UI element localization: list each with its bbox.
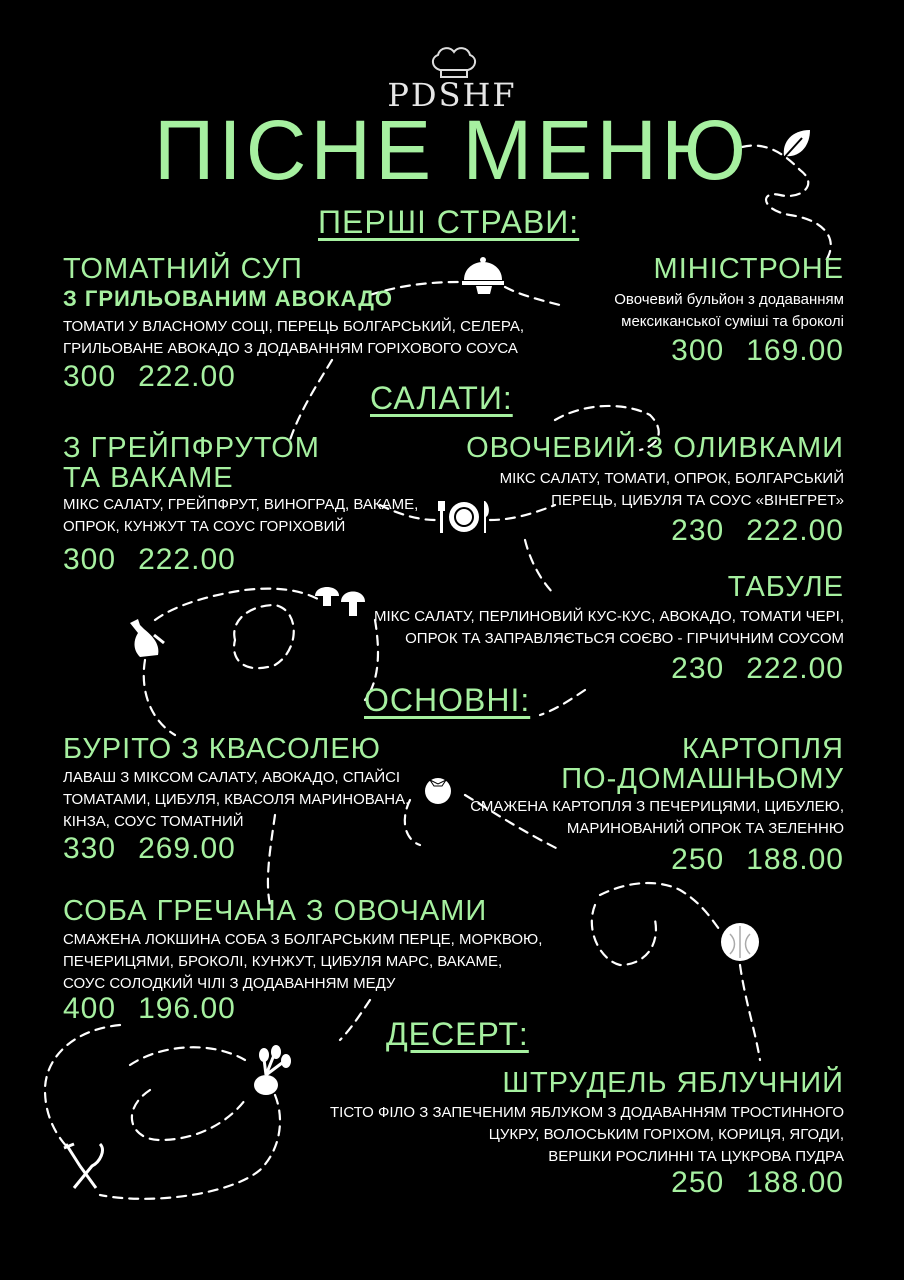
dish-tomato-soup-desc: ТОМАТИ У ВЛАСНОМУ СОЦІ, ПЕРЕЦЬ БОЛГАРСЬКИЙ, СЕЛЕРА, ГРИЛЬОВАНЕ АВОКАДО З ДОДАВАННЯМ ГОРІХОВОГО СОУСА: [63, 318, 524, 357]
chef-hat-icon: [428, 44, 480, 80]
section-first-dishes: ПЕРШІ СТРАВИ:: [318, 204, 580, 240]
dish-tabbouleh-price: 230 222.00: [671, 652, 844, 685]
tomato-icon: [420, 772, 456, 806]
dish-soba-price: 400 196.00: [63, 992, 236, 1025]
dish-burrito-price: 330 269.00: [63, 832, 236, 865]
price: 222.00: [138, 360, 236, 393]
dish-burrito-desc: ЛАВАШ З МІКСОМ САЛАТУ, АВОКАДО, СПАЙСІ ТОМАТАМИ, ЦИБУЛЯ, КВАСОЛЯ МАРИНОВАНА, КІНЗА, СОУС ТОМАТНИЙ: [63, 769, 410, 830]
dish-minestrone-price: 300 169.00: [671, 334, 844, 367]
section-mains: ОСНОВНІ:: [364, 682, 531, 718]
dish-strudel-desc: ТІСТО ФІЛО З ЗАПЕЧЕНИМ ЯБЛУКОМ З ДОДАВАННЯМ ТРОСТИННОГО ЦУКРУ, ВОЛОСЬКИМ ГОРІХОМ, КОРИЦЯ, ЯГОДИ, ВЕРШКИ РОСЛИННІ ТА ЦУКРОВА ПУДРА: [330, 1104, 844, 1165]
section-salads: САЛАТИ:: [370, 380, 513, 416]
oil-bottle-icon: [124, 615, 168, 661]
dish-tomato-soup-price: [63, 362, 236, 392]
dish-olive-salad-title: ОВОЧЕВИЙ З ОЛИВКАМИ: [466, 432, 844, 464]
dish-strudel-title: ШТРУДЕЛЬ ЯБЛУЧНИЙ: [502, 1067, 844, 1099]
dish-grapefruit-salad-price: 300 222.00: [63, 543, 236, 576]
section-dessert: ДЕСЕРТ:: [386, 1016, 529, 1052]
dish-potatoes-price: 250 188.00: [671, 843, 844, 876]
dish-tabbouleh-title: ТАБУЛЕ: [727, 571, 844, 603]
dish-soba-desc: СМАЖЕНА ЛОКШИНА СОБА З БОЛГАРСЬКИМ ПЕРЦЕ, МОРКВОЮ, ПЕЧЕРИЦЯМИ, БРОКОЛІ, КУНЖУТ, ЦИБУЛЯ МАРС, ВАКАМЕ, СОУС СОЛОДКИЙ ЧІЛІ З ДОДАВАННЯМ МЕДУ: [63, 931, 543, 992]
dish-minestrone-title: МІНІСТРОНЕ: [653, 253, 844, 285]
dish-potatoes-desc: СМАЖЕНА КАРТОПЛЯ З ПЕЧЕРИЦЯМИ, ЦИБУЛЕЮ, МАРИНОВАНИЙ ОПРОК ТА ЗЕЛЕННЮ: [470, 798, 844, 837]
dish-tomato-soup-subtitle: З ГРИЛЬОВАНИМ АВОКАДО: [63, 286, 393, 311]
weight: 300: [63, 360, 117, 393]
dish-strudel-price: 250 188.00: [671, 1166, 844, 1199]
mushroom-icon: [313, 580, 369, 620]
dish-olive-salad-price: 230 222.00: [671, 514, 844, 547]
brand-logo-text: PDSHF: [387, 76, 517, 114]
cloche-icon: [458, 250, 508, 300]
dish-olive-salad-desc: МІКС САЛАТУ, ТОМАТИ, ОПРОК, БОЛГАРСЬКИЙ ПЕРЕЦЬ, ЦИБУЛЯ ТА СОУС «ВІНЕГРЕТ»: [499, 470, 844, 509]
dish-tabbouleh-desc: МІКС САЛАТУ, ПЕРЛИНОВИЙ КУС-КУС, АВОКАДО, ТОМАТИ ЧЕРІ, ОПРОК ТА ЗАПРАВЛЯЄТЬСЯ СОЄВО - ГІРЧИЧНИМ СОУСОМ: [374, 608, 844, 647]
page-title: ПІСНЕ МЕНЮ: [154, 103, 750, 197]
dish-grapefruit-salad-title: З ГРЕЙПФРУТОМ ТА ВАКАМЕ: [63, 432, 320, 495]
dish-tomato-soup-title: ТОМАТНИЙ СУП: [63, 253, 303, 285]
fork-knife-icon: [60, 1140, 110, 1192]
cabbage-icon: [718, 920, 762, 964]
radish-icon: [246, 1045, 296, 1099]
dish-minestrone-desc: Овочевий бульйон з додаванням мексиканської суміші та броколі: [614, 291, 844, 330]
dish-grapefruit-salad-desc: МІКС САЛАТУ, ГРЕЙПФРУТ, ВИНОГРАД, ВАКАМЕ, ОПРОК, КУНЖУТ ТА СОУС ГОРІХОВИЙ: [63, 496, 419, 535]
plate-cutlery-icon: [436, 497, 492, 537]
dish-burrito-title: БУРІТО З КВАСОЛЕЮ: [63, 733, 381, 765]
dish-potatoes-title: КАРТОПЛЯ ПО-ДОМАШНЬОМУ: [561, 733, 844, 796]
dish-soba-title: СОБА ГРЕЧАНА З ОВОЧАМИ: [63, 895, 488, 927]
